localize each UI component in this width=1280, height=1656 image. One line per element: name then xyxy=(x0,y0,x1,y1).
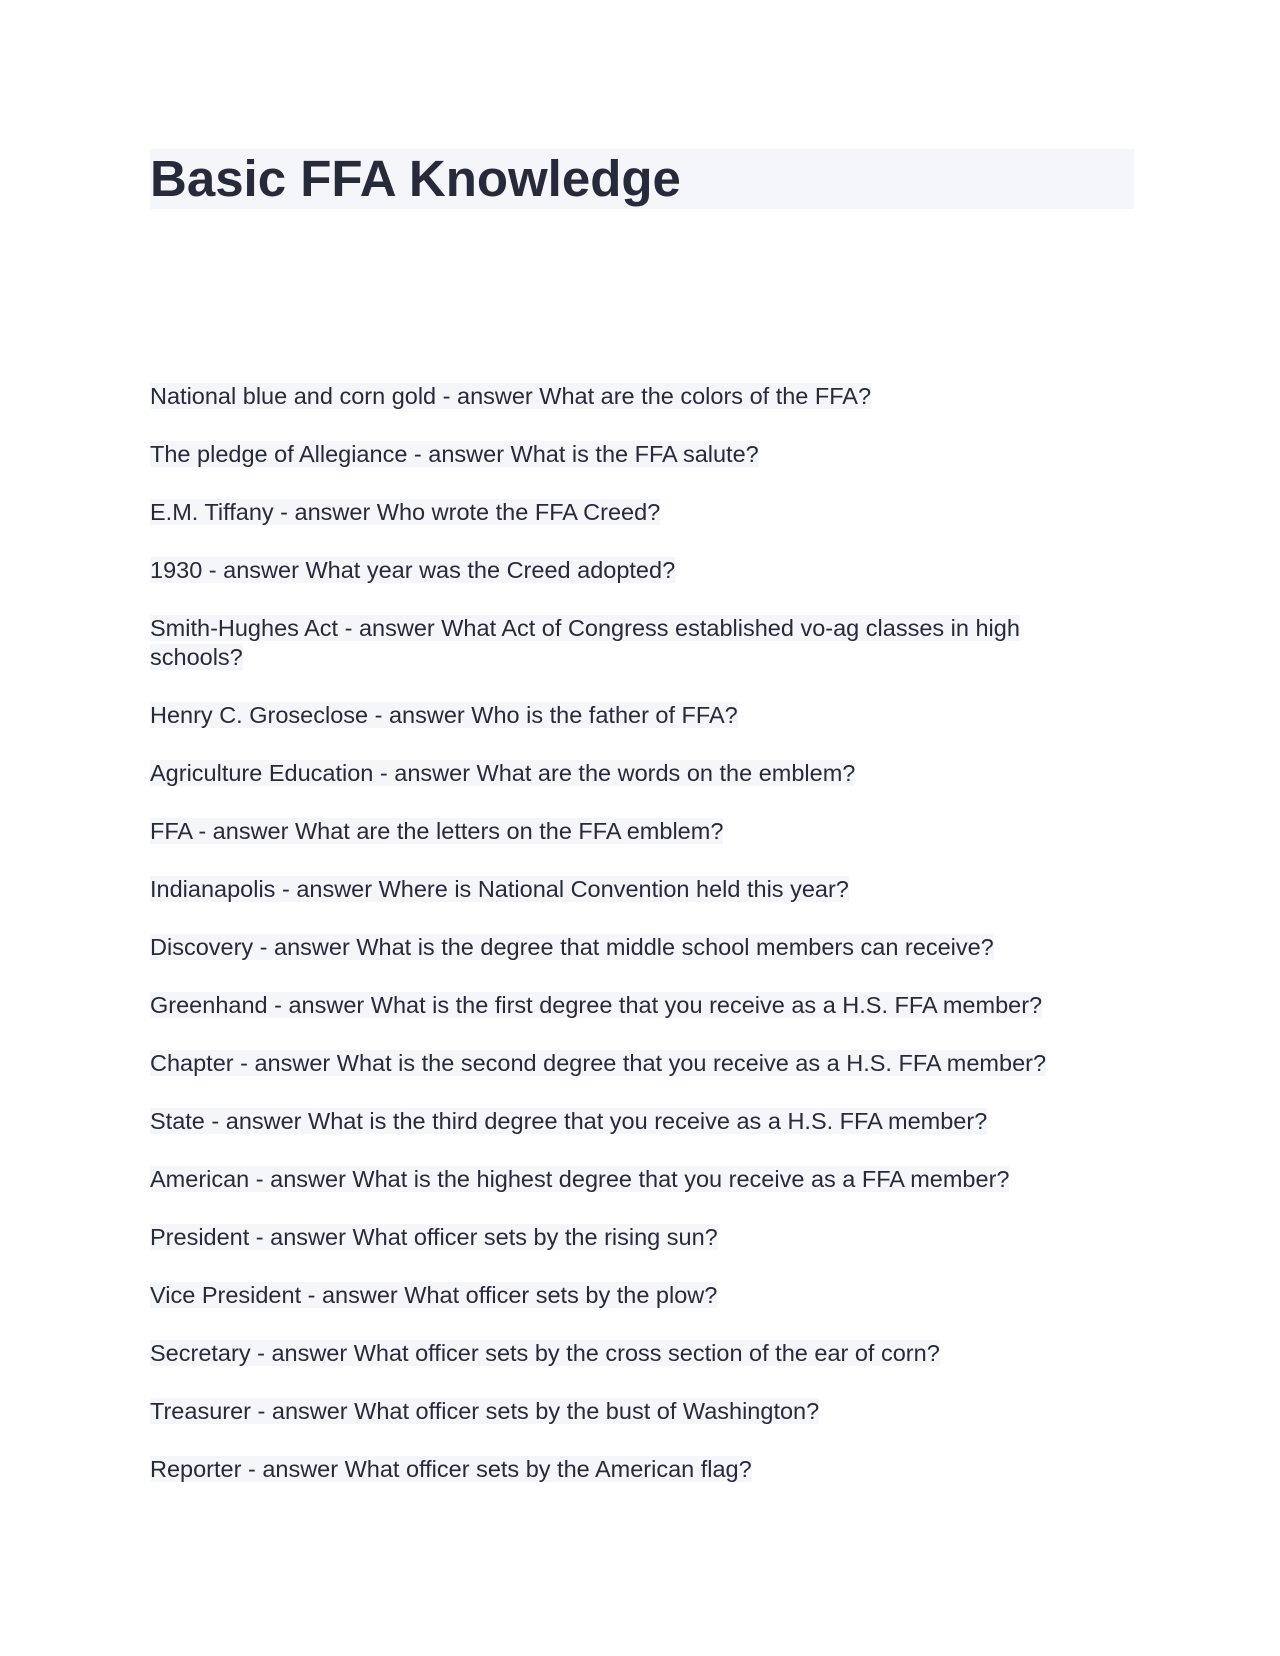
list-item xyxy=(150,1339,1110,1368)
qa-text: President - answer What officer sets by the rising sun? xyxy=(150,1224,718,1250)
list-item xyxy=(150,1107,1110,1136)
list-item xyxy=(150,440,1110,469)
list-item xyxy=(150,498,1110,527)
qa-text: Treasurer - answer What officer sets by the bust of Washington? xyxy=(150,1398,820,1424)
qa-text: Smith-Hughes Act - answer What Act of Congress established vo-ag classes in high schools? xyxy=(150,615,1020,670)
qa-text: E.M. Tiffany - answer Who wrote the FFA Creed? xyxy=(150,499,661,525)
qa-text: Chapter - answer What is the second degree that you receive as a H.S. FFA member? xyxy=(150,1050,1047,1076)
qa-text: The pledge of Allegiance - answer What is the FFA salute? xyxy=(150,441,759,467)
list-item xyxy=(150,556,1110,585)
qa-text: American - answer What is the highest degree that you receive as a FFA member? xyxy=(150,1166,1010,1192)
list-item xyxy=(150,701,1110,730)
list-item xyxy=(150,991,1110,1020)
list-item xyxy=(150,933,1110,962)
qa-text: 1930 - answer What year was the Creed adopted? xyxy=(150,557,676,583)
qa-text: National blue and corn gold - answer What are the colors of the FFA? xyxy=(150,383,872,409)
list-item xyxy=(150,382,1110,411)
qa-text: Vice President - answer What officer sets by the plow? xyxy=(150,1282,718,1308)
list-item xyxy=(150,1223,1110,1252)
list-item xyxy=(150,1397,1110,1426)
list-item xyxy=(150,1165,1110,1194)
qa-text: FFA - answer What are the letters on the FFA emblem? xyxy=(150,818,724,844)
document-title: Basic FFA Knowledge xyxy=(150,149,1134,209)
qa-text: Discovery - answer What is the degree that middle school members can receive? xyxy=(150,934,994,960)
list-item xyxy=(150,875,1110,904)
list-item xyxy=(150,1455,1110,1484)
qa-text: State - answer What is the third degree that you receive as a H.S. FFA member? xyxy=(150,1108,988,1134)
qa-text: Greenhand - answer What is the first degree that you receive as a H.S. FFA member? xyxy=(150,992,1043,1018)
list-item xyxy=(150,1281,1110,1310)
list-item xyxy=(150,759,1110,788)
list-item xyxy=(150,817,1110,846)
qa-text: Indianapolis - answer Where is National Convention held this year? xyxy=(150,876,849,902)
qa-text: Secretary - answer What officer sets by the cross section of the ear of corn? xyxy=(150,1340,940,1366)
list-item xyxy=(150,614,1110,672)
list-item xyxy=(150,1049,1110,1078)
qa-text: Henry C. Groseclose - answer Who is the father of FFA? xyxy=(150,702,738,728)
qa-text: Agriculture Education - answer What are the words on the emblem? xyxy=(150,760,856,786)
qa-list xyxy=(150,382,1110,1513)
qa-text: Reporter - answer What officer sets by the American flag? xyxy=(150,1456,752,1482)
